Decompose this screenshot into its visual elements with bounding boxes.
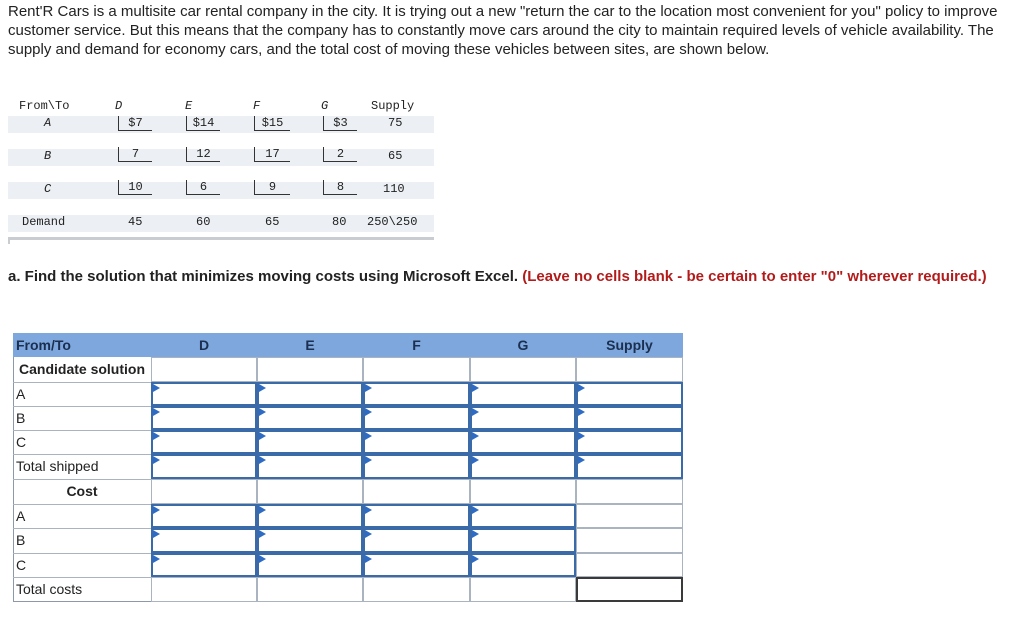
cost-input-a-f[interactable]: [363, 504, 470, 528]
row-band: [8, 182, 434, 199]
blank-cell: [576, 479, 683, 504]
blank-cell: [576, 357, 683, 382]
input-a-g[interactable]: [470, 382, 576, 406]
total-costs-label: Total costs: [16, 581, 83, 597]
input-total-e[interactable]: [257, 454, 363, 479]
total-balance: 250\250: [367, 215, 418, 229]
cost-input-c-e[interactable]: [257, 553, 363, 577]
input-total-g[interactable]: [470, 454, 576, 479]
cost-cell: 17: [254, 147, 290, 162]
supply-header: Supply: [371, 99, 415, 113]
blank-cell: [470, 357, 576, 382]
cost-section-label: Cost: [66, 483, 98, 499]
blank-cell: [151, 577, 257, 602]
cost-cell: 8: [323, 180, 357, 195]
col-header-g: G: [321, 99, 329, 113]
blank-cell: [151, 357, 257, 382]
table-bottom-rule: [8, 237, 434, 240]
header-from-to: From/To: [13, 333, 151, 357]
cost-input-c-f[interactable]: [363, 553, 470, 577]
input-b-g[interactable]: [470, 406, 576, 430]
input-total-d[interactable]: [151, 454, 257, 479]
input-a-f[interactable]: [363, 382, 470, 406]
blank-cell: [363, 479, 470, 504]
input-c-supply[interactable]: [576, 430, 683, 454]
supply-value: 110: [383, 182, 405, 196]
question-prompt: a. Find the solution that minimizes moving costs using Microsoft Excel.: [8, 268, 519, 285]
col-header-e: E: [185, 99, 193, 113]
input-c-f[interactable]: [363, 430, 470, 454]
supply-value: 65: [388, 149, 403, 163]
demand-value: 80: [332, 215, 347, 229]
blank-cell: [151, 479, 257, 504]
cost-cell: $15: [254, 116, 290, 131]
cost-input-c-d[interactable]: [151, 553, 257, 577]
input-b-f[interactable]: [363, 406, 470, 430]
cost-cell: 12: [186, 147, 220, 162]
cost-input-b-f[interactable]: [363, 528, 470, 553]
data-table: [8, 96, 434, 244]
cost-cell: 2: [323, 147, 357, 162]
row-label-c: C: [44, 182, 52, 196]
demand-value: 60: [196, 215, 211, 229]
cost-cell: 9: [254, 180, 290, 195]
blank-cell: [576, 528, 683, 553]
question-instruction: (Leave no cells blank - be certain to enter "0" wherever required.): [522, 268, 987, 285]
row-label-b: B: [44, 149, 52, 163]
input-c-g[interactable]: [470, 430, 576, 454]
blank-cell: [576, 553, 683, 577]
row-label-c: C: [16, 434, 27, 450]
cost-input-a-g[interactable]: [470, 504, 576, 528]
corner-label: From\To: [19, 99, 70, 113]
blank-cell: [257, 577, 363, 602]
header-col-d: D: [151, 333, 257, 357]
supply-value: 75: [388, 116, 403, 130]
cost-cell: $14: [186, 116, 220, 131]
blank-cell: [257, 357, 363, 382]
cost-cell: $3: [323, 116, 357, 131]
input-b-supply[interactable]: [576, 406, 683, 430]
question-text: [8, 267, 1008, 286]
input-a-supply[interactable]: [576, 382, 683, 406]
header-supply: Supply: [576, 333, 683, 357]
row-label-b: B: [16, 410, 26, 426]
cost-row-label-a: A: [16, 508, 26, 524]
blank-cell: [470, 479, 576, 504]
input-b-e[interactable]: [257, 406, 363, 430]
input-a-e[interactable]: [257, 382, 363, 406]
cost-input-b-d[interactable]: [151, 528, 257, 553]
blank-cell: [470, 577, 576, 602]
input-total-costs[interactable]: [576, 577, 683, 602]
blank-cell: [576, 504, 683, 528]
input-total-supply[interactable]: [576, 454, 683, 479]
blank-cell: [363, 357, 470, 382]
blank-cell: [257, 479, 363, 504]
row-label-a: A: [44, 116, 52, 130]
cost-input-c-g[interactable]: [470, 553, 576, 577]
row-label-a: A: [16, 386, 26, 402]
candidate-solution-label: Candidate solution: [19, 361, 145, 377]
intro-paragraph: Rent'R Cars is a multisite car rental company in the city. It is trying out a new "return the car to the location most convenient for you" policy to improve customer service. But this means that the company has to constantly move cars around the city to maintain required levels of vehicle availability. The supply and demand for economy cars, and the total cost of moving these vehicles between sites, are shown below.: [8, 3, 998, 58]
input-c-e[interactable]: [257, 430, 363, 454]
header-col-e: E: [257, 333, 363, 357]
cost-input-a-e[interactable]: [257, 504, 363, 528]
cost-input-b-e[interactable]: [257, 528, 363, 553]
cost-cell: $7: [118, 116, 152, 131]
col-header-d: D: [115, 99, 123, 113]
cost-row-label-b: B: [16, 532, 26, 548]
cost-input-b-g[interactable]: [470, 528, 576, 553]
cost-row-label-c: C: [16, 557, 27, 573]
col-header-f: F: [253, 99, 261, 113]
header-col-g: G: [470, 333, 576, 357]
input-b-d[interactable]: [151, 406, 257, 430]
cost-cell: 10: [118, 180, 152, 195]
cost-input-a-d[interactable]: [151, 504, 257, 528]
row-band: [8, 149, 434, 166]
total-shipped-label: Total shipped: [16, 458, 99, 474]
input-total-f[interactable]: [363, 454, 470, 479]
cost-cell: 7: [118, 147, 152, 162]
table-bottom-rule-tick: [8, 237, 10, 244]
row-band: [8, 116, 434, 133]
demand-value: 45: [128, 215, 143, 229]
input-c-d[interactable]: [151, 430, 257, 454]
demand-value: 65: [265, 215, 280, 229]
cost-cell: 6: [186, 180, 220, 195]
input-a-d[interactable]: [151, 382, 257, 406]
blank-cell: [363, 577, 470, 602]
header-col-f: F: [363, 333, 470, 357]
demand-label: Demand: [22, 215, 66, 229]
